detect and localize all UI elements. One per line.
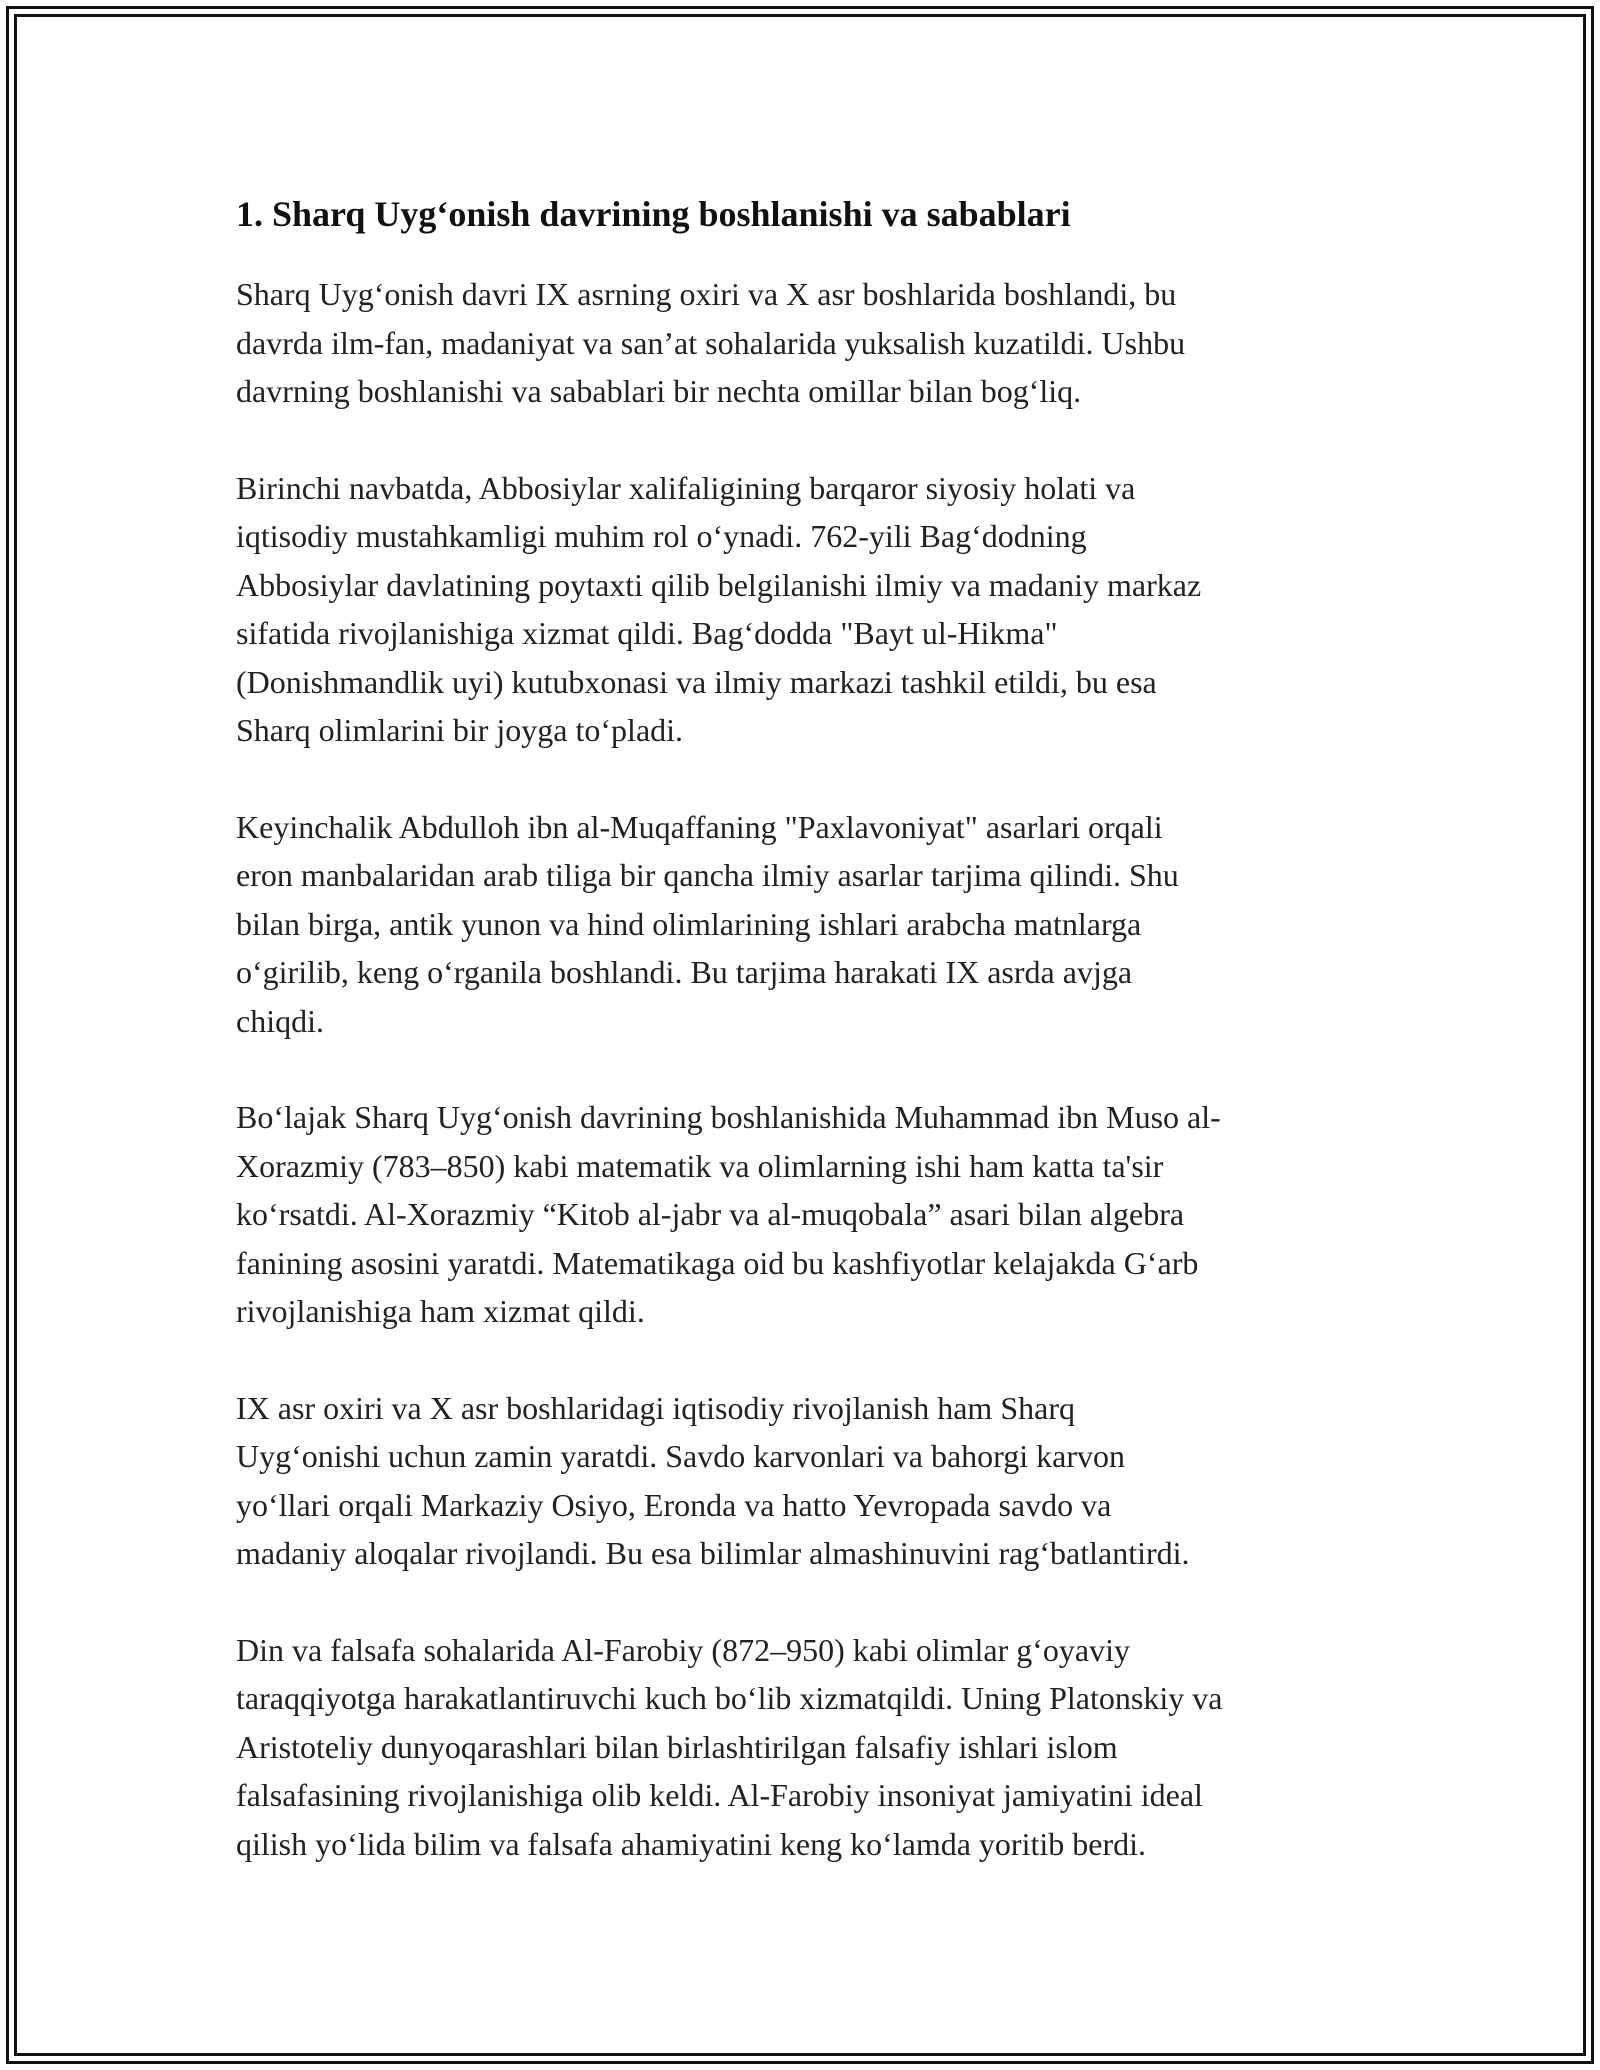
paragraph-5: IX asr oxiri va X asr boshlaridagi iqtisodiy rivojlanish ham Sharq Uyg‘onishi uchun zamin yaratdi. Savdo karvonlari va bahorgi karvon yo‘llari orqali Markaziy Osiyo, Eronda va hatto Yevropada savdo va madaniy aloqalar rivojlandi. Bu esa bilimlar almashinuvini rag‘batlantirdi. xyxy=(236,1389,1190,1571)
section-heading: 1. Sharq Uyg‘onish davrining boshlanishi va sabablari xyxy=(236,194,1071,234)
document-body xyxy=(236,188,1376,1916)
paragraph-1: Sharq Uyg‘onish davri IX asrning oxiri va X asr boshlarida boshlandi, bu davrda ilm-fan, madaniyat va san’at sohalarida yuksalish kuzatildi. Ushbu davrning boshlanishi va sabablari bir nechta omillar bilan bog‘liq. xyxy=(236,276,1186,409)
paragraph-3: Keyinchalik Abdulloh ibn al-Muqaffaning "Paxlavoniyat" asarlari orqali eron manbalaridan arab tiliga bir qancha ilmiy asarlar tarjima qilindi. Shu bilan birga, antik yunon va hind olimlarining ishlari arabcha matnlarga o‘girilib, keng o‘rganila boshlandi. Bu tarjima harakati IX asrda avjga chiqdi. xyxy=(236,808,1179,1039)
paragraph-2: Birinchi navbatda, Abbosiylar xalifaligining barqaror siyosiy holati va iqtisodiy mustahkamligi muhim rol o‘ynadi. 762-yili Bag‘dodning Abbosiylar davlatining poytaxti qilib belgilanishi ilmiy va madaniy markaz sifatida rivojlanishiga xizmat qildi. Bag‘dodda "Bayt ul-Hikma" (Donishmandlik uyi) kutubxonasi va ilmiy markazi tashkil etildi, bu esa Sharq olimlarini bir joyga to‘pladi. xyxy=(236,469,1202,748)
paragraph-6: Din va falsafa sohalarida Al-Farobiy (872–950) kabi olimlar g‘oyaviy taraqqiyotga harakatlantiruvchi kuch bo‘lib xizmatqildi. Uning Platonskiy va Aristoteliy dunyoqarashlari bilan birlashtirilgan falsafiy ishlari islom falsafasining rivojlanishiga olib keldi. Al-Farobiy insoniyat jamiyatini ideal qilish yo‘lida bilim va falsafa ahamiyatini keng ko‘lamda yoritib berdi. xyxy=(236,1631,1223,1862)
paragraph-4: Bo‘lajak Sharq Uyg‘onish davrining boshlanishida Muhammad ibn Muso al- Xorazmiy (783–850) kabi matematik va olimlarning ishi ham katta ta'sir ko‘rsatdi. Al-Xorazmiy “Kitob al-jabr va al-muqobala” asari bilan algebra fanining asosini yaratdi. Matematikaga oid bu kashfiyotlar kelajakda G‘arb rivojlanishiga ham xizmat qildi. xyxy=(236,1099,1221,1329)
